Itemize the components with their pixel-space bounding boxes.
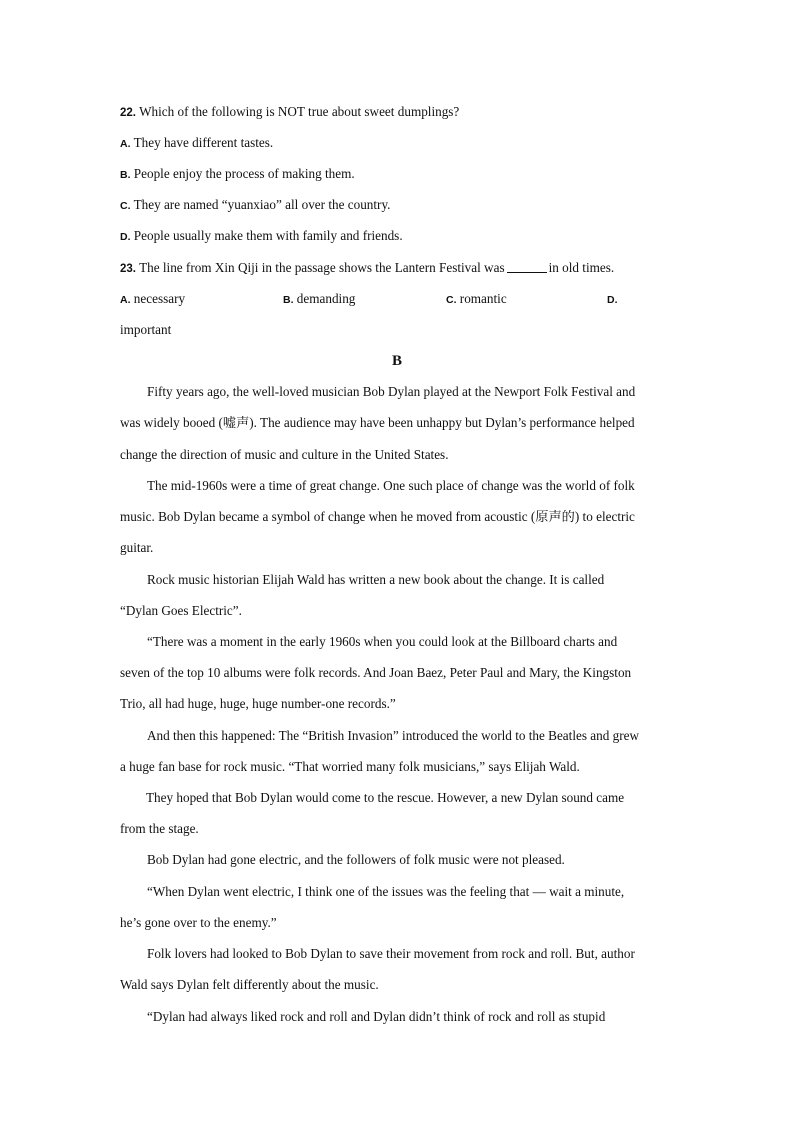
option-text: They are named “yuanxiao” all over the country.: [133, 197, 391, 212]
option-text: They have different tastes.: [133, 135, 274, 150]
passage-line: And then this happened: The “British Invasion” introduced the world to the Beatles and grew: [147, 728, 639, 743]
section-heading: B: [391, 353, 402, 369]
option-letter: B.: [120, 169, 131, 181]
passage-line: Rock music historian Elijah Wald has written a new book about the change. It is called: [147, 572, 605, 587]
question-22: [120, 103, 680, 122]
q23-option-a: [120, 290, 185, 309]
option-letter: A.: [120, 138, 131, 150]
q22-option-b: [120, 165, 680, 184]
option-text: necessary: [133, 291, 186, 306]
question-number: 22.: [120, 107, 136, 119]
passage-line: They hoped that Bob Dylan would come to the rescue. However, a new Dylan sound came: [146, 790, 625, 805]
option-text: People usually make them with family and friends.: [133, 228, 403, 243]
option-letter: C.: [120, 200, 131, 212]
passage-line: guitar.: [120, 540, 154, 555]
passage-line: Trio, all had huge, huge, huge number-one records.”: [120, 696, 396, 711]
question-23: [120, 259, 680, 278]
passage-line: music. Bob Dylan became a symbol of change when he moved from acoustic (原声的) to electric: [120, 509, 635, 524]
answer-blank: [507, 260, 547, 273]
passage-line: “Dylan had always liked rock and roll and Dylan didn’t think of rock and roll as stupid: [147, 1009, 606, 1024]
passage-line: seven of the top 10 albums were folk records. And Joan Baez, Peter Paul and Mary, the Kingston: [120, 665, 632, 680]
passage-line: The mid-1960s were a time of great change. One such place of change was the world of folk: [147, 478, 635, 493]
passage-line: Bob Dylan had gone electric, and the followers of folk music were not pleased.: [147, 852, 565, 867]
q23-option-c: [446, 290, 507, 309]
option-letter: A.: [120, 294, 131, 306]
passage-line: “When Dylan went electric, I think one of the issues was the feeling that — wait a minute,: [147, 884, 625, 899]
option-text: People enjoy the process of making them.: [133, 166, 355, 181]
option-text: demanding: [296, 291, 356, 306]
passage-line: “Dylan Goes Electric”.: [120, 603, 242, 618]
q23-option-d: [607, 290, 618, 309]
option-letter: B.: [283, 294, 294, 306]
option-letter: D.: [607, 294, 618, 306]
passage-line: a huge fan base for rock music. “That worried many folk musicians,” says Elijah Wald.: [120, 759, 580, 774]
passage-line: he’s gone over to the enemy.”: [120, 915, 277, 930]
option-text: romantic: [459, 291, 507, 306]
passage-line: Folk lovers had looked to Bob Dylan to save their movement from rock and roll. But, author: [147, 946, 635, 961]
passage-line: Wald says Dylan felt differently about the music.: [120, 977, 379, 992]
q22-option-d: [120, 227, 680, 246]
q22-option-a: [120, 134, 680, 153]
q23-option-b: [283, 290, 355, 309]
passage-line: from the stage.: [120, 821, 199, 836]
question-text-before: The line from Xin Qiji in the passage shows the Lantern Festival was: [139, 260, 505, 275]
option-letter: C.: [446, 294, 457, 306]
passage-line: change the direction of music and culture in the United States.: [120, 447, 449, 462]
question-number: 23.: [120, 263, 136, 275]
question-text: Which of the following is NOT true about sweet dumplings?: [139, 104, 460, 119]
passage-line: “There was a moment in the early 1960s when you could look at the Billboard charts and: [147, 634, 618, 649]
passage-line: was widely booed (嘘声). The audience may have been unhappy but Dylan’s performance helped: [120, 415, 635, 430]
q22-option-c: [120, 196, 680, 215]
passage-line: Fifty years ago, the well-loved musician Bob Dylan played at the Newport Folk Festival and: [147, 384, 636, 399]
q23-option-d-text: important: [120, 322, 172, 337]
question-text-after: in old times.: [548, 260, 615, 275]
option-letter: D.: [120, 231, 131, 243]
